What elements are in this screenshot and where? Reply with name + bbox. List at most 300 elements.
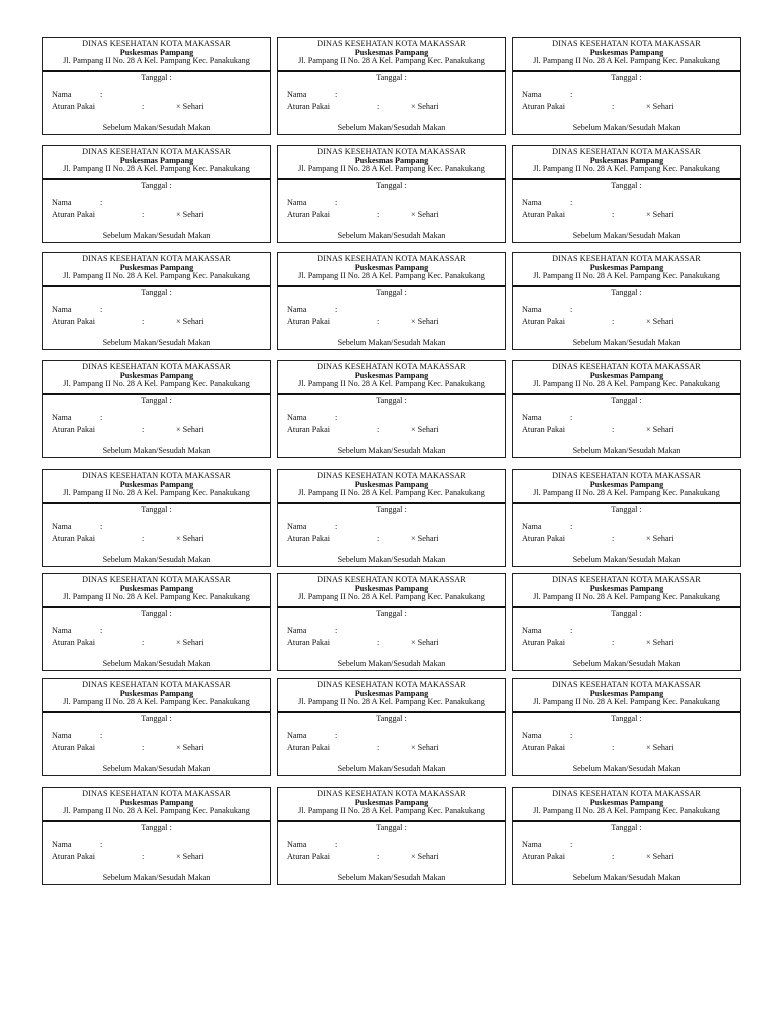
times-per-day: × Sehari (411, 425, 439, 434)
name-row (522, 522, 734, 532)
usage-row (522, 317, 734, 327)
name-colon: : (335, 840, 338, 849)
header-divider (278, 606, 505, 608)
usage-label: Aturan Pakai (52, 210, 95, 219)
address: Jl. Pampang II No. 28 A Kel. Pampang Kec. Panakukang (298, 271, 485, 281)
name-colon: : (570, 90, 573, 99)
date-line (278, 505, 505, 514)
prescription-label (277, 145, 506, 243)
date-line (43, 288, 270, 297)
org-name: DINAS KESEHATAN KOTA MAKASSAR (317, 39, 466, 48)
name-label: Nama (287, 522, 307, 531)
header-divider (513, 393, 740, 395)
address: Jl. Pampang II No. 28 A Kel. Pampang Kec. Panakukang (298, 379, 485, 389)
meal-instruction: Sebelum Makan/Sesudah Makan (572, 123, 681, 132)
usage-row (52, 638, 264, 648)
address: Jl. Pampang II No. 28 A Kel. Pampang Kec. Panakukang (298, 806, 485, 816)
date-colon: : (169, 823, 172, 832)
times-per-day: × Sehari (646, 638, 674, 647)
usage-row (287, 210, 499, 220)
name-colon: : (100, 731, 103, 740)
times-per-day: × Sehari (411, 210, 439, 219)
header-divider (278, 70, 505, 72)
name-label: Nama (52, 522, 72, 531)
name-colon: : (570, 731, 573, 740)
name-colon: : (100, 90, 103, 99)
org-name: DINAS KESEHATAN KOTA MAKASSAR (82, 362, 231, 371)
puskesmas-name: Puskesmas Pampang (589, 370, 664, 380)
date-colon: : (639, 609, 642, 618)
name-label: Nama (522, 731, 542, 740)
name-colon: : (335, 90, 338, 99)
name-colon: : (570, 198, 573, 207)
date-label: Tanggal (141, 396, 168, 405)
header-divider (43, 820, 270, 822)
date-line (43, 396, 270, 405)
meal-instruction: Sebelum Makan/Sesudah Makan (102, 446, 211, 455)
prescription-label (42, 573, 271, 671)
times-per-day: × Sehari (411, 317, 439, 326)
puskesmas-name: Puskesmas Pampang (589, 47, 664, 57)
header-divider (278, 820, 505, 822)
usage-label: Aturan Pakai (52, 425, 95, 434)
usage-row (52, 210, 264, 220)
puskesmas-name: Puskesmas Pampang (354, 155, 429, 165)
times-per-day: × Sehari (646, 534, 674, 543)
address: Jl. Pampang II No. 28 A Kel. Pampang Kec. Panakukang (533, 164, 720, 174)
date-line (43, 714, 270, 723)
usage-row (52, 317, 264, 327)
org-name: DINAS KESEHATAN KOTA MAKASSAR (552, 789, 701, 798)
usage-label: Aturan Pakai (287, 534, 330, 543)
date-line (278, 73, 505, 82)
date-label: Tanggal (141, 823, 168, 832)
header-divider (278, 502, 505, 504)
date-label: Tanggal (141, 505, 168, 514)
org-name: DINAS KESEHATAN KOTA MAKASSAR (552, 575, 701, 584)
puskesmas-name: Puskesmas Pampang (119, 479, 194, 489)
label-header (513, 363, 740, 389)
usage-row (522, 425, 734, 435)
meal-instruction: Sebelum Makan/Sesudah Makan (337, 231, 446, 240)
puskesmas-name: Puskesmas Pampang (589, 583, 664, 593)
org-name: DINAS KESEHATAN KOTA MAKASSAR (82, 39, 231, 48)
name-row (52, 626, 264, 636)
address: Jl. Pampang II No. 28 A Kel. Pampang Kec. Panakukang (63, 379, 250, 389)
date-line (43, 823, 270, 832)
date-label: Tanggal (376, 505, 403, 514)
times-per-day: × Sehari (646, 743, 674, 752)
name-colon: : (100, 305, 103, 314)
date-line (278, 609, 505, 618)
prescription-label (512, 252, 741, 350)
usage-colon: : (377, 317, 380, 326)
label-header (43, 255, 270, 281)
address: Jl. Pampang II No. 28 A Kel. Pampang Kec. Panakukang (533, 56, 720, 66)
prescription-label (277, 678, 506, 776)
name-row (522, 198, 734, 208)
meal-instruction: Sebelum Makan/Sesudah Makan (572, 338, 681, 347)
puskesmas-name: Puskesmas Pampang (354, 262, 429, 272)
header-divider (513, 606, 740, 608)
date-colon: : (639, 288, 642, 297)
header-divider (43, 711, 270, 713)
date-line (513, 73, 740, 82)
meal-instruction: Sebelum Makan/Sesudah Makan (572, 555, 681, 564)
address: Jl. Pampang II No. 28 A Kel. Pampang Kec. Panakukang (63, 806, 250, 816)
meal-instruction: Sebelum Makan/Sesudah Makan (102, 873, 211, 882)
address: Jl. Pampang II No. 28 A Kel. Pampang Kec. Panakukang (298, 56, 485, 66)
name-label: Nama (287, 198, 307, 207)
address: Jl. Pampang II No. 28 A Kel. Pampang Kec. Panakukang (63, 56, 250, 66)
org-name: DINAS KESEHATAN KOTA MAKASSAR (317, 147, 466, 156)
name-row (287, 90, 499, 100)
org-name: DINAS KESEHATAN KOTA MAKASSAR (317, 362, 466, 371)
prescription-label (512, 37, 741, 135)
name-colon: : (100, 522, 103, 531)
usage-colon: : (377, 743, 380, 752)
usage-label: Aturan Pakai (52, 638, 95, 647)
label-header (513, 148, 740, 174)
usage-row (287, 638, 499, 648)
name-row (52, 731, 264, 741)
times-per-day: × Sehari (176, 317, 204, 326)
meal-instruction: Sebelum Makan/Sesudah Makan (572, 231, 681, 240)
header-divider (43, 606, 270, 608)
usage-label: Aturan Pakai (522, 317, 565, 326)
usage-colon: : (142, 210, 145, 219)
name-row (287, 840, 499, 850)
times-per-day: × Sehari (646, 317, 674, 326)
puskesmas-name: Puskesmas Pampang (354, 797, 429, 807)
prescription-label (42, 145, 271, 243)
header-divider (278, 285, 505, 287)
times-per-day: × Sehari (646, 852, 674, 861)
usage-row (287, 102, 499, 112)
header-divider (278, 178, 505, 180)
meal-instruction: Sebelum Makan/Sesudah Makan (102, 555, 211, 564)
usage-row (522, 852, 734, 862)
prescription-label (512, 145, 741, 243)
times-per-day: × Sehari (646, 102, 674, 111)
usage-colon: : (612, 210, 615, 219)
times-per-day: × Sehari (176, 102, 204, 111)
usage-row (522, 743, 734, 753)
org-name: DINAS KESEHATAN KOTA MAKASSAR (82, 680, 231, 689)
usage-colon: : (612, 638, 615, 647)
usage-label: Aturan Pakai (52, 317, 95, 326)
times-per-day: × Sehari (411, 102, 439, 111)
name-row (287, 522, 499, 532)
name-row (52, 305, 264, 315)
address: Jl. Pampang II No. 28 A Kel. Pampang Kec. Panakukang (533, 592, 720, 602)
meal-instruction: Sebelum Makan/Sesudah Makan (337, 764, 446, 773)
usage-row (52, 534, 264, 544)
usage-row (52, 852, 264, 862)
meal-instruction: Sebelum Makan/Sesudah Makan (572, 873, 681, 882)
meal-instruction: Sebelum Makan/Sesudah Makan (102, 659, 211, 668)
org-name: DINAS KESEHATAN KOTA MAKASSAR (82, 471, 231, 480)
name-row (52, 522, 264, 532)
times-per-day: × Sehari (411, 638, 439, 647)
usage-row (52, 743, 264, 753)
name-colon: : (335, 305, 338, 314)
meal-instruction: Sebelum Makan/Sesudah Makan (102, 231, 211, 240)
name-label: Nama (522, 198, 542, 207)
label-header (278, 40, 505, 66)
prescription-label (277, 360, 506, 458)
address: Jl. Pampang II No. 28 A Kel. Pampang Kec. Panakukang (533, 806, 720, 816)
name-row (52, 198, 264, 208)
date-colon: : (404, 714, 407, 723)
usage-colon: : (142, 743, 145, 752)
name-label: Nama (52, 731, 72, 740)
prescription-label (512, 360, 741, 458)
usage-colon: : (377, 534, 380, 543)
label-header (43, 472, 270, 498)
date-colon: : (169, 714, 172, 723)
times-per-day: × Sehari (411, 852, 439, 861)
date-label: Tanggal (141, 181, 168, 190)
usage-label: Aturan Pakai (287, 743, 330, 752)
header-divider (43, 285, 270, 287)
name-label: Nama (522, 626, 542, 635)
times-per-day: × Sehari (646, 210, 674, 219)
date-line (513, 396, 740, 405)
label-header (43, 681, 270, 707)
name-colon: : (335, 731, 338, 740)
date-line (278, 181, 505, 190)
date-colon: : (404, 823, 407, 832)
times-per-day: × Sehari (646, 425, 674, 434)
prescription-label (277, 573, 506, 671)
header-divider (43, 178, 270, 180)
prescription-label (512, 678, 741, 776)
date-label: Tanggal (141, 714, 168, 723)
usage-colon: : (612, 743, 615, 752)
meal-instruction: Sebelum Makan/Sesudah Makan (337, 555, 446, 564)
puskesmas-name: Puskesmas Pampang (119, 688, 194, 698)
date-line (513, 609, 740, 618)
name-label: Nama (287, 90, 307, 99)
header-divider (513, 285, 740, 287)
name-label: Nama (522, 840, 542, 849)
times-per-day: × Sehari (176, 534, 204, 543)
header-divider (513, 178, 740, 180)
prescription-label (42, 360, 271, 458)
usage-label: Aturan Pakai (52, 852, 95, 861)
name-colon: : (570, 413, 573, 422)
usage-row (287, 534, 499, 544)
date-label: Tanggal (141, 609, 168, 618)
label-header (43, 363, 270, 389)
usage-label: Aturan Pakai (522, 638, 565, 647)
name-row (287, 626, 499, 636)
usage-row (287, 743, 499, 753)
date-label: Tanggal (376, 396, 403, 405)
label-header (513, 790, 740, 816)
name-label: Nama (52, 840, 72, 849)
usage-label: Aturan Pakai (287, 317, 330, 326)
prescription-label (277, 787, 506, 885)
date-label: Tanggal (611, 609, 638, 618)
name-row (52, 413, 264, 423)
usage-colon: : (142, 638, 145, 647)
date-colon: : (169, 396, 172, 405)
prescription-label (42, 678, 271, 776)
name-colon: : (570, 305, 573, 314)
puskesmas-name: Puskesmas Pampang (354, 47, 429, 57)
address: Jl. Pampang II No. 28 A Kel. Pampang Kec. Panakukang (533, 697, 720, 707)
name-row (287, 731, 499, 741)
times-per-day: × Sehari (411, 534, 439, 543)
name-colon: : (100, 626, 103, 635)
date-label: Tanggal (611, 823, 638, 832)
header-divider (513, 711, 740, 713)
date-line (513, 714, 740, 723)
usage-label: Aturan Pakai (52, 534, 95, 543)
usage-label: Aturan Pakai (287, 102, 330, 111)
name-label: Nama (52, 626, 72, 635)
org-name: DINAS KESEHATAN KOTA MAKASSAR (552, 471, 701, 480)
date-label: Tanggal (376, 823, 403, 832)
name-label: Nama (522, 90, 542, 99)
label-header (513, 255, 740, 281)
org-name: DINAS KESEHATAN KOTA MAKASSAR (552, 680, 701, 689)
usage-row (287, 852, 499, 862)
address: Jl. Pampang II No. 28 A Kel. Pampang Kec. Panakukang (63, 488, 250, 498)
label-header (278, 681, 505, 707)
org-name: DINAS KESEHATAN KOTA MAKASSAR (82, 575, 231, 584)
name-colon: : (100, 840, 103, 849)
usage-label: Aturan Pakai (522, 534, 565, 543)
usage-row (522, 210, 734, 220)
puskesmas-name: Puskesmas Pampang (589, 688, 664, 698)
usage-colon: : (612, 317, 615, 326)
date-line (43, 609, 270, 618)
date-colon: : (404, 181, 407, 190)
date-label: Tanggal (376, 714, 403, 723)
usage-colon: : (612, 534, 615, 543)
usage-label: Aturan Pakai (522, 743, 565, 752)
puskesmas-name: Puskesmas Pampang (354, 688, 429, 698)
header-divider (43, 70, 270, 72)
usage-label: Aturan Pakai (52, 102, 95, 111)
address: Jl. Pampang II No. 28 A Kel. Pampang Kec. Panakukang (298, 164, 485, 174)
puskesmas-name: Puskesmas Pampang (119, 797, 194, 807)
meal-instruction: Sebelum Makan/Sesudah Makan (572, 659, 681, 668)
org-name: DINAS KESEHATAN KOTA MAKASSAR (82, 147, 231, 156)
times-per-day: × Sehari (176, 852, 204, 861)
date-label: Tanggal (141, 73, 168, 82)
meal-instruction: Sebelum Makan/Sesudah Makan (572, 446, 681, 455)
date-label: Tanggal (611, 396, 638, 405)
times-per-day: × Sehari (176, 743, 204, 752)
date-colon: : (169, 288, 172, 297)
puskesmas-name: Puskesmas Pampang (589, 262, 664, 272)
meal-instruction: Sebelum Makan/Sesudah Makan (337, 873, 446, 882)
puskesmas-name: Puskesmas Pampang (354, 479, 429, 489)
date-colon: : (404, 396, 407, 405)
prescription-label (277, 252, 506, 350)
date-colon: : (639, 396, 642, 405)
date-line (278, 288, 505, 297)
name-label: Nama (52, 198, 72, 207)
times-per-day: × Sehari (411, 743, 439, 752)
org-name: DINAS KESEHATAN KOTA MAKASSAR (317, 680, 466, 689)
date-colon: : (169, 73, 172, 82)
name-colon: : (335, 522, 338, 531)
name-row (522, 90, 734, 100)
name-row (287, 198, 499, 208)
name-colon: : (335, 198, 338, 207)
puskesmas-name: Puskesmas Pampang (354, 583, 429, 593)
org-name: DINAS KESEHATAN KOTA MAKASSAR (552, 39, 701, 48)
date-colon: : (639, 505, 642, 514)
label-header (43, 790, 270, 816)
prescription-label (42, 37, 271, 135)
name-row (522, 305, 734, 315)
name-label: Nama (287, 626, 307, 635)
puskesmas-name: Puskesmas Pampang (119, 262, 194, 272)
label-header (43, 148, 270, 174)
label-header (278, 363, 505, 389)
meal-instruction: Sebelum Makan/Sesudah Makan (102, 764, 211, 773)
usage-row (522, 534, 734, 544)
usage-label: Aturan Pakai (287, 425, 330, 434)
org-name: DINAS KESEHATAN KOTA MAKASSAR (317, 575, 466, 584)
date-line (43, 73, 270, 82)
date-label: Tanggal (376, 288, 403, 297)
name-colon: : (100, 413, 103, 422)
header-divider (43, 502, 270, 504)
meal-instruction: Sebelum Makan/Sesudah Makan (337, 123, 446, 132)
puskesmas-name: Puskesmas Pampang (589, 479, 664, 489)
name-row (522, 840, 734, 850)
meal-instruction: Sebelum Makan/Sesudah Makan (337, 446, 446, 455)
puskesmas-name: Puskesmas Pampang (119, 47, 194, 57)
date-line (278, 396, 505, 405)
name-row (52, 840, 264, 850)
name-label: Nama (52, 413, 72, 422)
usage-label: Aturan Pakai (52, 743, 95, 752)
header-divider (43, 393, 270, 395)
org-name: DINAS KESEHATAN KOTA MAKASSAR (317, 471, 466, 480)
org-name: DINAS KESEHATAN KOTA MAKASSAR (317, 789, 466, 798)
address: Jl. Pampang II No. 28 A Kel. Pampang Kec. Panakukang (533, 488, 720, 498)
date-label: Tanggal (611, 73, 638, 82)
name-label: Nama (522, 413, 542, 422)
org-name: DINAS KESEHATAN KOTA MAKASSAR (82, 254, 231, 263)
label-header (43, 40, 270, 66)
date-line (43, 505, 270, 514)
name-label: Nama (287, 305, 307, 314)
name-colon: : (335, 626, 338, 635)
date-colon: : (404, 609, 407, 618)
name-label: Nama (522, 305, 542, 314)
prescription-label (42, 787, 271, 885)
date-line (513, 505, 740, 514)
label-header (278, 255, 505, 281)
puskesmas-name: Puskesmas Pampang (354, 370, 429, 380)
name-row (287, 413, 499, 423)
usage-label: Aturan Pakai (522, 852, 565, 861)
name-row (522, 626, 734, 636)
name-label: Nama (287, 731, 307, 740)
puskesmas-name: Puskesmas Pampang (119, 583, 194, 593)
usage-row (287, 425, 499, 435)
date-colon: : (404, 505, 407, 514)
